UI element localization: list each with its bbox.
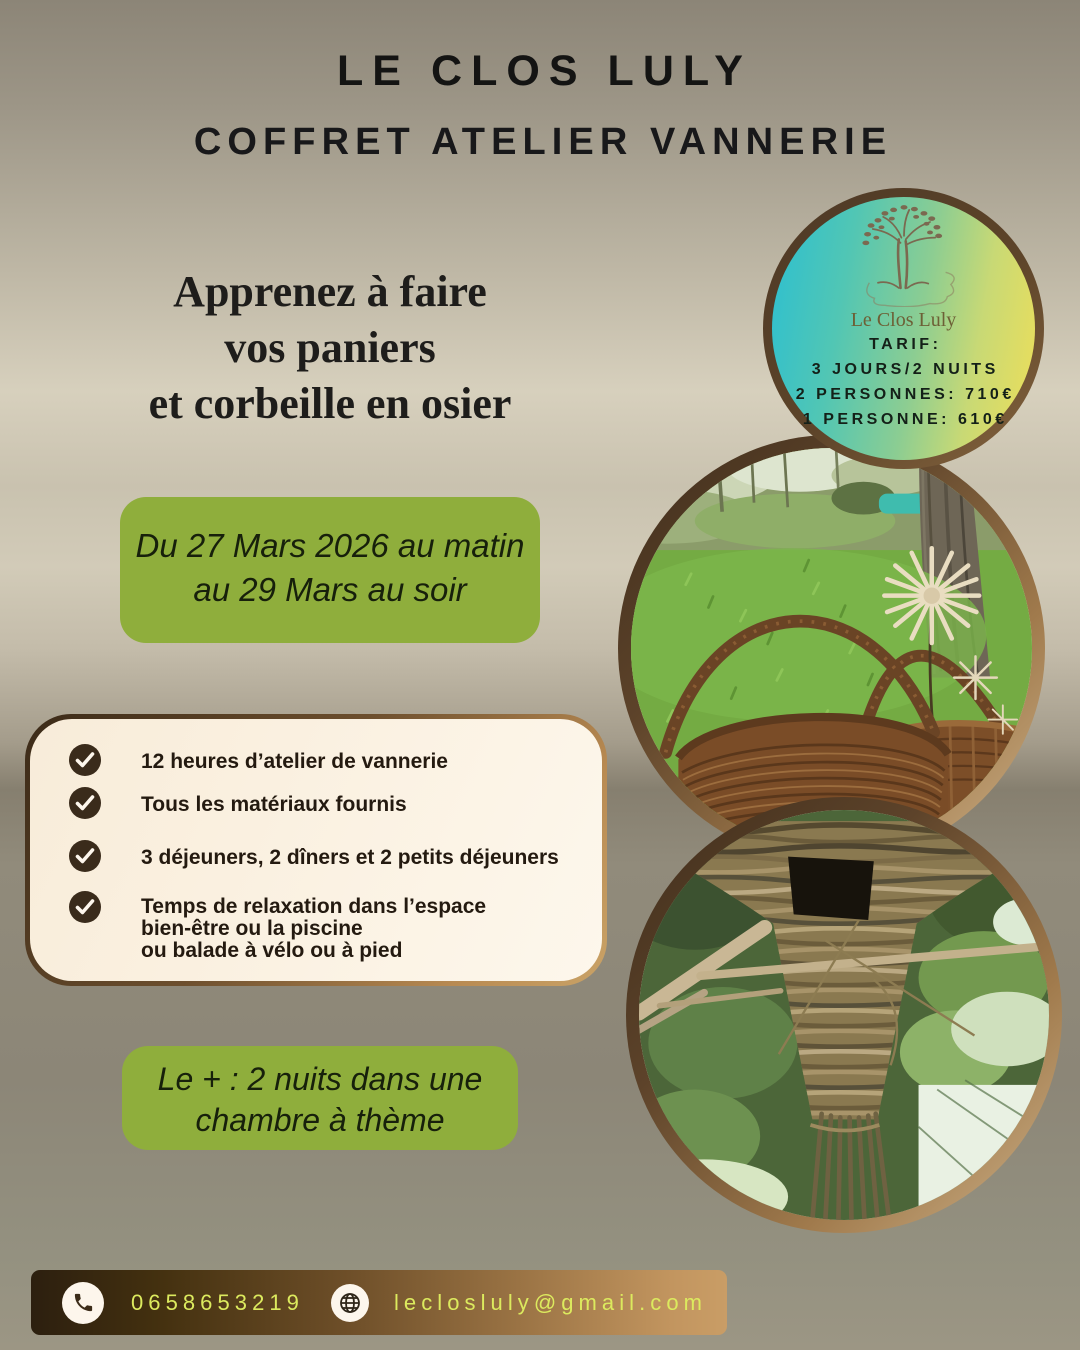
feature-text-line: Temps de relaxation dans l’espace (141, 895, 487, 918)
intro-line-2: vos paniers (224, 323, 436, 372)
baskets-photo-illustration (631, 448, 1032, 849)
globe-icon (338, 1291, 362, 1315)
badge-price-1p: 1 PERSONNE: 610€ (802, 411, 1008, 428)
intro-line-3: et corbeille en osier (148, 379, 512, 428)
badge-duration: 3 JOURS/2 NUITS (811, 361, 999, 378)
badge-price-2p: 2 PERSONNES: 710€ (795, 386, 1015, 403)
features-box (25, 714, 607, 986)
feature-text: 3 déjeuners, 2 dîners et 2 petits déjeuners (141, 846, 559, 869)
bonus-line-2: chambre à thème (195, 1102, 445, 1138)
bonus-line-1: Le + : 2 nuits dans une (157, 1061, 483, 1097)
feature-text: Tous les matériaux fournis (141, 793, 407, 816)
badge-tarif-label: TARIF: (869, 336, 942, 353)
contact-email[interactable]: leclosluly@gmail.com (393, 1289, 708, 1315)
dates-line-1: Du 27 Mars 2026 au matin (135, 527, 525, 564)
wicker-tower-illustration (639, 810, 1049, 1220)
phone-icon (72, 1291, 95, 1314)
dates-line-2: au 29 Mars au soir (193, 571, 467, 608)
badge-brand-name: Le Clos Luly (850, 309, 957, 331)
photo-wicker-tower-ring (626, 797, 1062, 1233)
photo-wicker-tower (639, 810, 1049, 1220)
price-badge-face (772, 197, 1035, 460)
feature-text-line: ou balade à vélo ou à pied (141, 939, 403, 962)
feature-text: 12 heures d’atelier de vannerie (141, 750, 448, 773)
dates-box (120, 497, 540, 643)
check-icon (68, 786, 102, 820)
price-badge (763, 188, 1044, 469)
bonus-box (122, 1046, 518, 1150)
tree-logo (843, 203, 965, 307)
check-icon (68, 839, 102, 873)
intro-line-1: Apprenez à faire (173, 267, 487, 316)
page-title: LE CLOS LULY (337, 47, 752, 95)
page-subtitle: COFFRET ATELIER VANNERIE (193, 121, 893, 163)
check-icon (68, 890, 102, 924)
photo-baskets (631, 448, 1032, 849)
check-icon (68, 743, 102, 777)
intro-text (40, 264, 620, 432)
contact-phone[interactable]: 0658653219 (131, 1289, 304, 1315)
phone-icon-circle (62, 1282, 104, 1324)
feature-text-line: bien-être ou la piscine (141, 917, 363, 940)
contact-bar (31, 1270, 727, 1335)
globe-icon-circle (331, 1284, 369, 1322)
